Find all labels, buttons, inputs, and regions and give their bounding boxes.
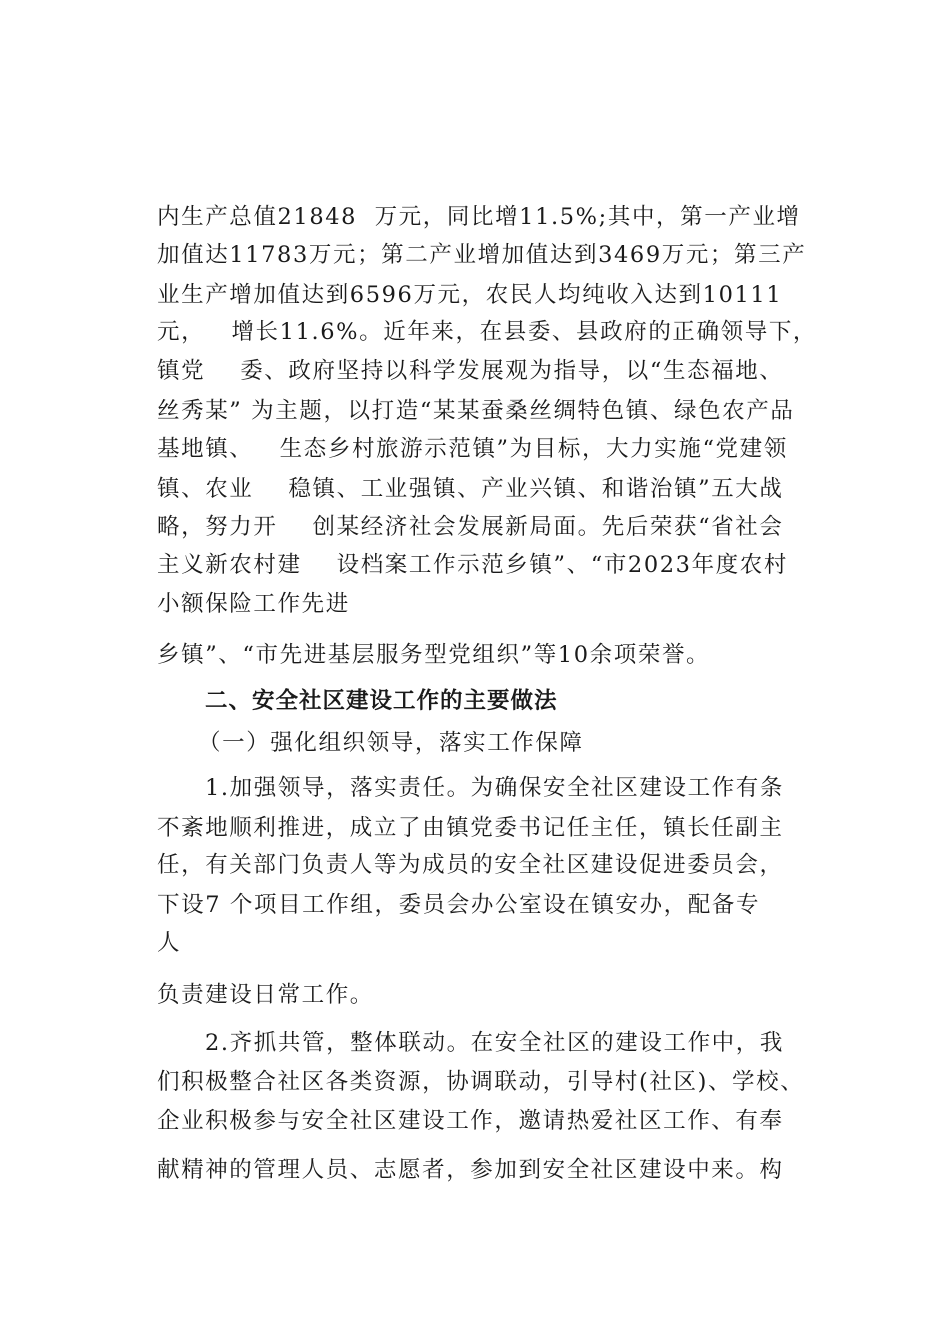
paragraph-line: 丝秀某” 为主题，以打造“某某蚕桑丝绸特色镇、绿色农产品 bbox=[157, 398, 795, 424]
paragraph-line: 企业积极参与安全社区建设工作，邀请热爱社区工作、有奉 bbox=[157, 1108, 784, 1134]
paragraph-line: 业生产增加值达到6596万元，农民人均纯收入达到10111 bbox=[157, 282, 783, 308]
subsection-heading: （一）强化组织领导，落实工作保障 bbox=[198, 730, 584, 756]
paragraph-line: 元， 增长11.6%。近年来，在县委、县政府的正确领导下， bbox=[157, 319, 818, 345]
paragraph-line: 内生产总值21848 万元，同比增11.5%;其中，第一产业增 bbox=[157, 204, 801, 230]
paragraph-line: 下设7 个项目工作组，委员会办公室设在镇安办，配备专 bbox=[157, 892, 761, 918]
paragraph-line: 主义新农村建 设档案工作示范乡镇”、“市2023年度农村 bbox=[157, 552, 788, 578]
paragraph-line: 们积极整合社区各类资源，协调联动，引导村(社区)、学校、 bbox=[157, 1069, 805, 1095]
paragraph-line: 不紊地顺利推进，成立了由镇党委书记任主任，镇长任副主 bbox=[157, 815, 784, 841]
paragraph-line: 1.加强领导，落实责任。为确保安全社区建设工作有条 bbox=[205, 775, 784, 801]
paragraph-line: 镇党 委、政府坚持以科学发展观为指导，以“生态福地、 bbox=[157, 358, 784, 384]
paragraph-line: 负责建设日常工作。 bbox=[157, 982, 374, 1008]
paragraph-line: 人 bbox=[157, 930, 182, 956]
paragraph-line: 镇、农业 稳镇、工业强镇、产业兴镇、和谐治镇”五大战 bbox=[157, 476, 784, 502]
paragraph-line: 略，努力开 创某经济社会发展新局面。先后荣获“省社会 bbox=[157, 514, 784, 540]
paragraph-line: 加值达11783万元；第二产业增加值达到3469万元；第三产 bbox=[157, 242, 807, 268]
section-heading: 二、安全社区建设工作的主要做法 bbox=[205, 688, 558, 714]
paragraph-line: 乡镇”、“市先进基层服务型党组织”等10余项荣誉。 bbox=[157, 642, 711, 668]
paragraph-line: 任，有关部门负责人等为成员的安全社区建设促进委员会， bbox=[157, 852, 784, 878]
paragraph-line: 基地镇、 生态乡村旅游示范镇”为目标，大力实施“党建领 bbox=[157, 436, 788, 462]
paragraph-line: 献精神的管理人员、志愿者，参加到安全社区建设中来。构 bbox=[157, 1157, 784, 1183]
paragraph-line: 2.齐抓共管，整体联动。在安全社区的建设工作中，我 bbox=[205, 1030, 784, 1056]
paragraph-line: 小额保险工作先进 bbox=[157, 591, 350, 617]
